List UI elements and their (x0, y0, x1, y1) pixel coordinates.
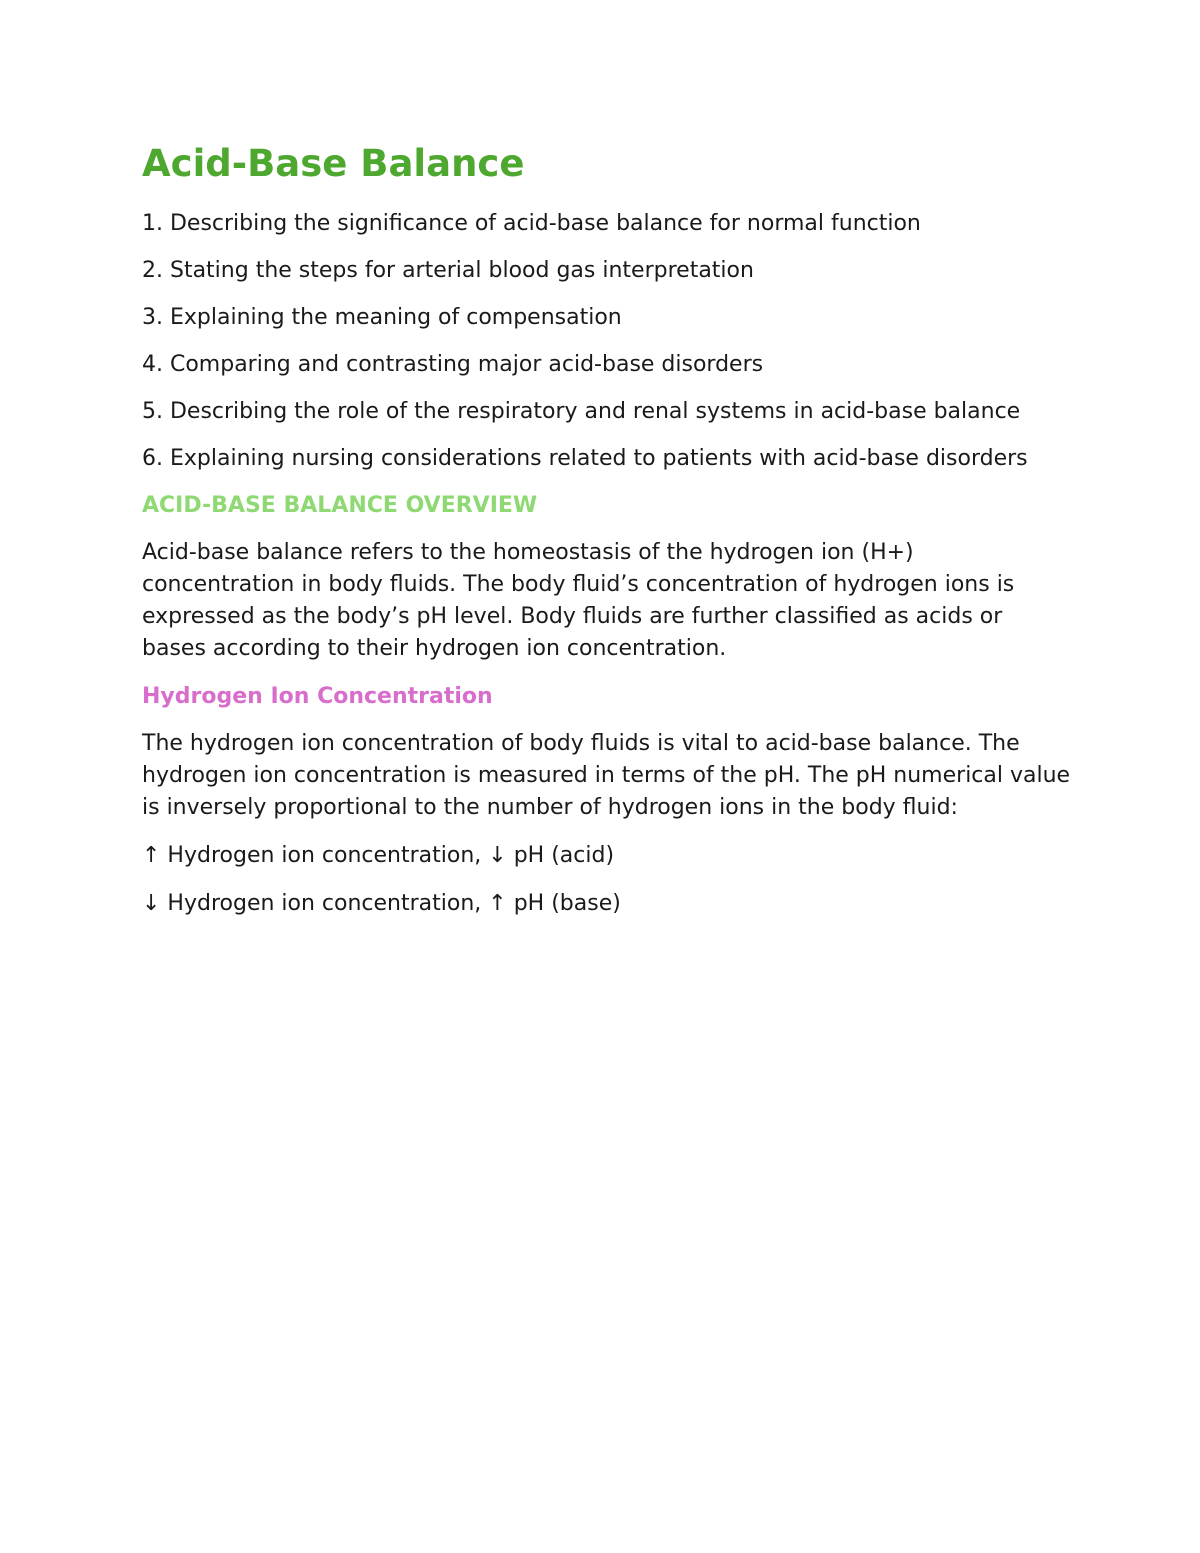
acid-line: ↑ Hydrogen ion concentration, ↓ pH (acid) (142, 843, 615, 868)
hydrogen-paragraph: The hydrogen ion concentration of body fluids is vital to acid-base balance. The hydrogen ion concentration is measured in terms of the pH. The pH numerical value is inversely proportional to the number of hydrogen ions in the body fluid: (142, 731, 1071, 820)
objective-item: 3. Explaining the meaning of compensation (142, 305, 622, 330)
overview-paragraph: Acid-base balance refers to the homeostasis of the hydrogen ion (H+) concentration in body fluids. The body fluid’s concentration of hydrogen ions is expressed as the body’s pH level. Body fluids are further classified as acids or bases according to their hydrogen ion concentration. (142, 540, 1015, 661)
document-title: Acid-Base Balance (142, 142, 525, 185)
overview-heading: ACID-BASE BALANCE OVERVIEW (142, 493, 538, 518)
hydrogen-heading: Hydrogen Ion Concentration (142, 684, 493, 709)
base-line: ↓ Hydrogen ion concentration, ↑ pH (base) (142, 891, 621, 916)
objectives-list (142, 208, 1072, 474)
objective-item: 4. Comparing and contrasting major acid-base disorders (142, 352, 764, 377)
objective-item: 6. Explaining nursing considerations related to patients with acid-base disorders (142, 446, 1028, 471)
objective-item: 5. Describing the role of the respiratory and renal systems in acid-base balance (142, 399, 1021, 424)
objective-item: 2. Stating the steps for arterial blood gas interpretation (142, 258, 754, 283)
objective-item: 1. Describing the significance of acid-base balance for normal function (142, 211, 921, 236)
document-page (142, 140, 1072, 936)
